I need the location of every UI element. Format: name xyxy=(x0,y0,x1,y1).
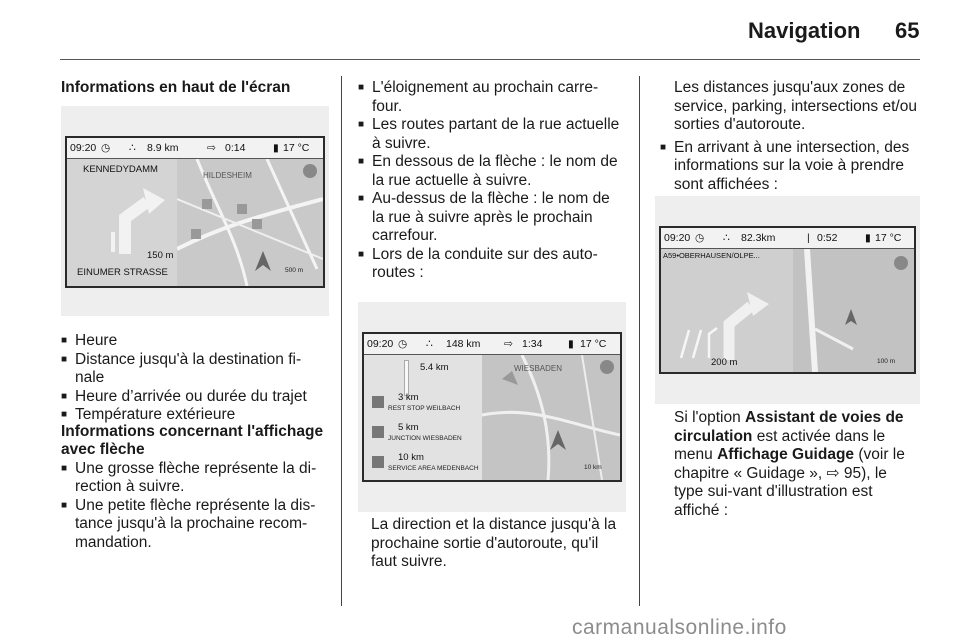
bullet-above-arrow: ■ Au-dessus de la flèche : le nom de la rue à suivre après le prochain carrefour. xyxy=(358,190,626,246)
clock-icon: ◷ xyxy=(695,232,705,244)
nav-display-3 xyxy=(659,226,916,374)
exit-3-name: SERVICE AREA MEDENBACH xyxy=(388,465,479,472)
arrival-arrow-icon: ⇨ xyxy=(504,338,513,350)
option-lane-assistant: Assistant de voies de circulation xyxy=(674,409,904,445)
road-distance-icon: ∴ xyxy=(426,338,433,350)
city-label: WIESBADEN xyxy=(514,364,563,373)
thermometer-icon: ▮ xyxy=(865,232,871,244)
nav-status-bar xyxy=(364,334,620,355)
column-1-lists xyxy=(61,332,329,552)
bullet-arrival: ■ Heure d’arrivée ou durée du trajet xyxy=(61,388,329,407)
page-reference-icon: ⇨ xyxy=(826,464,840,482)
bullet-time: ■ Heure xyxy=(61,332,329,351)
column-1 xyxy=(61,79,329,98)
bullet-motorway: ■ Lors de la conduite sur des auto-routes : xyxy=(358,246,626,283)
page-number: 65 xyxy=(895,18,920,43)
section-heading-arrow-display: Informations concernant l'affichage avec flèche xyxy=(61,422,324,458)
next-exit-distance: 5.4 km xyxy=(420,362,449,373)
nav-status-bar xyxy=(661,228,914,249)
compass-icon xyxy=(894,256,908,270)
bullet-temperature: ■ Température extérieure xyxy=(61,406,329,425)
map-scale: 500 m xyxy=(285,267,304,274)
thermometer-icon: ▮ xyxy=(273,142,279,154)
section-heading-screen-top: Informations en haut de l'écran xyxy=(61,79,291,96)
lane-guidance-icon xyxy=(679,280,779,360)
arrival-arrow-icon: ⇨ xyxy=(207,142,216,154)
clock-icon: ◷ xyxy=(101,142,111,154)
current-street-name: EINUMER STRASSE xyxy=(77,267,168,278)
exit-1-name: REST STOP WEILBACH xyxy=(388,405,461,412)
nav-screen-figure-1 xyxy=(61,106,329,316)
figure-2-caption: La direction et la distance jusqu'à la prochaine sortie d'autoroute, qu'il faut suivre. xyxy=(371,516,617,570)
text-fragment: (voir le chapitre « Guidage », xyxy=(674,446,905,482)
map-scale: 10 km xyxy=(584,464,602,471)
next-street-name: KENNEDYDAMM xyxy=(83,164,158,175)
text-fragment: Si l'option xyxy=(674,409,746,426)
bullet-intersection-lanes: ■ En arrivant à une intersection, des informations sur la voie à prendre sont affichées : xyxy=(660,139,920,195)
nav-screen-figure-3 xyxy=(655,196,920,404)
outside-temperature: 17 °C xyxy=(875,232,902,244)
route-name: A59•OBERHAUSEN/OLPE... xyxy=(663,251,760,260)
column-3 xyxy=(660,79,920,194)
watermark: carmanualsonline.info xyxy=(572,616,787,639)
exit-2-distance: 5 km xyxy=(398,422,419,433)
turn-distance: 150 m xyxy=(147,250,174,261)
map-scale: 100 m xyxy=(877,358,896,365)
bullet-below-arrow: ■ En dessous de la flèche : le nom de la rue actuelle à suivre. xyxy=(358,153,626,190)
arrival-time: 0:52 xyxy=(817,232,838,244)
clock-time: 09:20 xyxy=(664,232,691,244)
outside-temperature: 17 °C xyxy=(580,338,607,350)
exit-1-distance: 3 km xyxy=(398,392,419,403)
caption-motorway xyxy=(371,516,625,572)
arrival-time: 1:34 xyxy=(522,338,543,350)
clock-icon: ◷ xyxy=(398,338,408,350)
lane-assistant-paragraph xyxy=(674,409,920,520)
map-roads xyxy=(482,355,620,480)
exit-2-name: JUNCTION WIESBADEN xyxy=(388,435,462,442)
nav-display-1 xyxy=(65,136,325,288)
clock-time: 09:20 xyxy=(70,142,97,154)
bullet-branching-roads: ■ Les routes partant de la rue actuelle à suivre. xyxy=(358,116,626,153)
menu-guidance-display: Affichage Guidage xyxy=(717,446,855,463)
bullet-intersection-distance: ■ L'éloignement au prochain carre-four. xyxy=(358,79,626,116)
page-title: Navigation xyxy=(748,18,861,43)
compass-icon xyxy=(303,164,317,178)
turn-distance: 200 m xyxy=(711,357,738,368)
arrival-time: 0:14 xyxy=(225,142,246,154)
text-fragment: est activée dans le menu xyxy=(674,427,886,463)
bullet-distance: ■ Distance jusqu'à la destination fi-nale xyxy=(61,351,329,388)
clock-time: 09:20 xyxy=(367,338,394,350)
parking-icon xyxy=(372,396,384,408)
header-divider xyxy=(60,59,920,60)
column-divider-1 xyxy=(341,76,342,606)
turn-arrow-icon xyxy=(103,184,173,254)
distance-to-destination: 8.9 km xyxy=(147,142,179,154)
bullet-small-arrow: ■ Une petite flèche représente la dis-tance jusqu'à la prochaine recom-mandation. xyxy=(61,497,329,553)
junction-icon xyxy=(372,426,384,438)
city-label: HILDESHEIM xyxy=(203,171,252,180)
text-fragment: 95), le type sui-vant d'illustration est affiché : xyxy=(674,464,887,519)
bullet-big-arrow: ■ Une grosse flèche représente la di-rection à suivre. xyxy=(61,460,329,497)
up-arrow-icon xyxy=(404,360,409,396)
lane-assistant-text xyxy=(674,409,920,520)
column-2 xyxy=(358,79,626,283)
outside-temperature: 17 °C xyxy=(283,142,310,154)
nav-display-2 xyxy=(362,332,622,482)
thermometer-icon: ▮ xyxy=(568,338,574,350)
road-distance-icon: ∴ xyxy=(723,232,730,244)
distances-paragraph: Les distances jusqu'aux zones de service, parking, intersections et/ou sorties d'autoroute. xyxy=(674,79,917,133)
exit-3-distance: 10 km xyxy=(398,452,424,463)
nav-status-bar xyxy=(67,138,323,159)
service-area-icon xyxy=(372,456,384,468)
distance-to-destination: 148 km xyxy=(446,338,481,350)
road-distance-icon: ∴ xyxy=(129,142,136,154)
compass-icon xyxy=(600,360,614,374)
column-divider-2 xyxy=(639,76,640,606)
nav-screen-figure-2 xyxy=(358,302,626,512)
distance-to-destination: 82.3km xyxy=(741,232,776,244)
separator-icon: | xyxy=(807,232,810,244)
